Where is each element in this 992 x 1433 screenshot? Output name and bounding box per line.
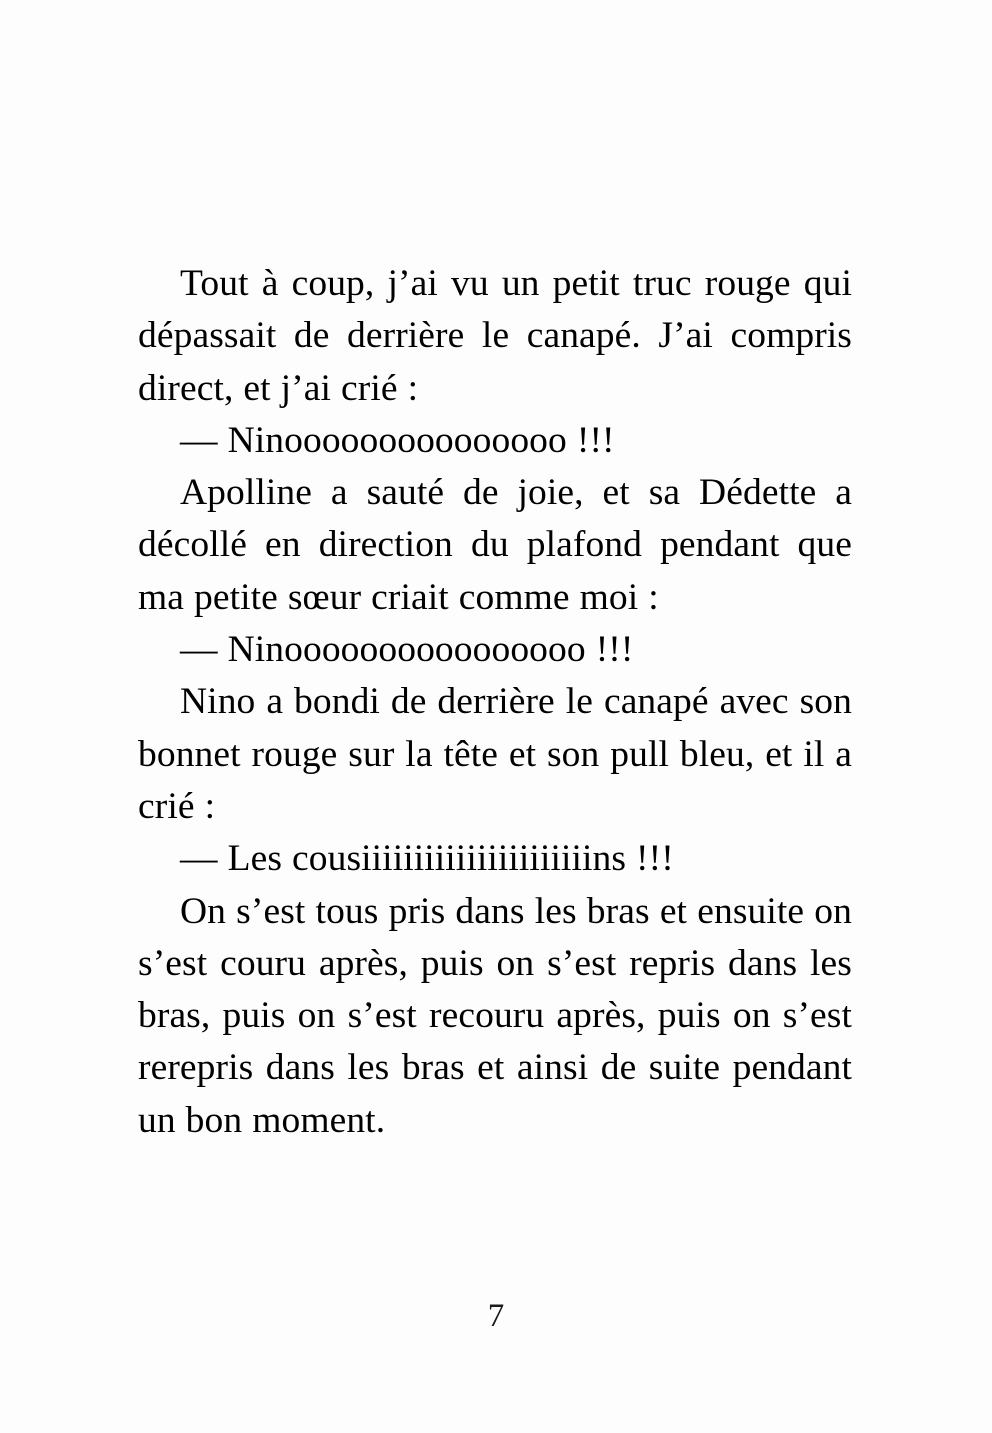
paragraph-narration-2: Apolline a sauté de joie, et sa Dédette a décollé en direction du plafond pendant que ma petite sœur criait comme moi : [138,472,852,618]
paragraph-dialogue-cousins: — Les cousiiiiiiiiiiiiiiiiiiiiiins !!! [180,838,674,880]
paragraph-dialogue-nino-1: — Ninooooooooooooooo !!! [180,419,615,461]
page-number: 7 [487,1298,505,1334]
paragraph-narration-1: Tout à coup, j’ai vu un petit truc rouge qui dépassait de derrière le canapé. J’ai compris direct, et j’ai crié : [138,263,852,409]
page-text-block [138,258,852,1147]
paragraph-dialogue-nino-2: — Ninoooooooooooooooo !!! [180,629,634,671]
paragraph-narration-3: Nino a bondi de derrière le canapé avec son bonnet rouge sur la tête et son pull bleu, et il a crié : [138,681,852,827]
paragraph-narration-4: On s’est tous pris dans les bras et ensuite on s’est couru après, puis on s’est repris dans les bras, puis on s’est recouru après, puis on s’est rerepris dans les bras et ainsi de suite pendant un bon moment. [138,890,852,1141]
